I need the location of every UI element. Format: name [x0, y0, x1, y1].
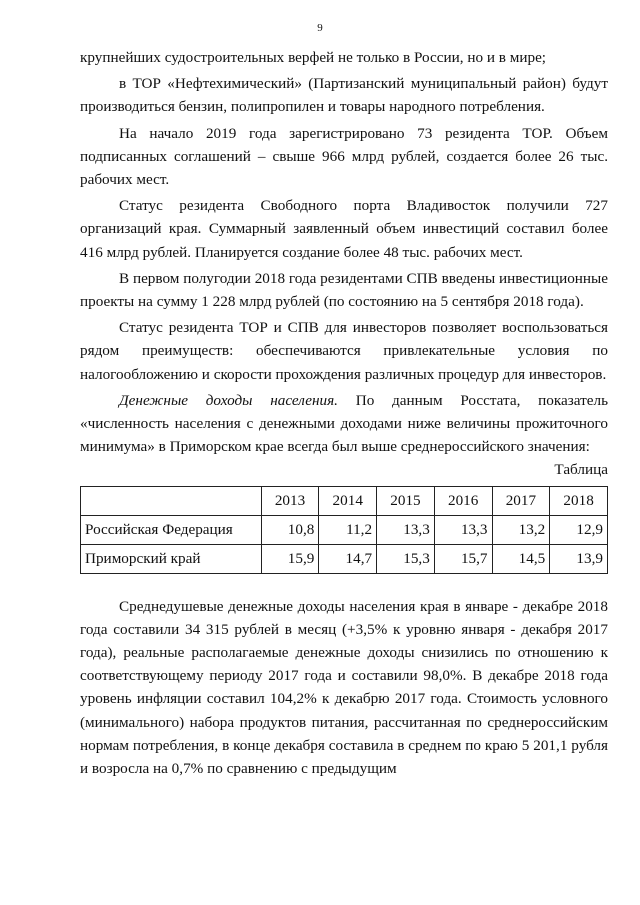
year-header: 2014 [319, 486, 377, 515]
table-row [81, 515, 608, 544]
page-number: 9 [317, 22, 323, 34]
table-cell: 10,8 [261, 515, 319, 544]
year-header: 2015 [377, 486, 435, 515]
table-cell: 14,7 [319, 544, 377, 573]
document-body [80, 46, 608, 780]
table-row [81, 544, 608, 573]
table-caption: Таблица [554, 461, 608, 479]
paragraph-free-port-projects: В первом полугодии 2018 года резидентами СПВ введены инвестиционные проекты на сумму 1 228 млрд рублей (по состоянию на 5 сентября 2018 года). [80, 269, 608, 311]
row-label: Российская Федерация [81, 515, 262, 544]
year-header: 2016 [434, 486, 492, 515]
year-header: 2013 [261, 486, 319, 515]
table-cell: 11,2 [319, 515, 377, 544]
paragraph-income [80, 389, 608, 459]
table-cell: 13,3 [377, 515, 435, 544]
paragraph-resident-advantages: Статус резидента ТОР и СПВ для инвесторов позволяет воспользоваться рядом преимуществ: обеспечиваются привлекательные условия по налогообложению и скорости прохождения различных процедур для инвесторов. [80, 319, 608, 383]
table-cell: 14,5 [492, 544, 550, 573]
table-header-row [81, 486, 608, 515]
table-cell: 15,7 [434, 544, 492, 573]
row-label: Приморский край [81, 544, 262, 573]
table-cell: 13,9 [550, 544, 608, 573]
paragraph-free-port-status: Статус резидента Свободного порта Владивосток получили 727 организаций края. Суммарный заявленный объем инвестиций составил более 416 млрд рублей. Планируется создание более 48 тыс. рабочих мест. [80, 197, 608, 261]
table-cell: 13,2 [492, 515, 550, 544]
table-cell: 13,3 [434, 515, 492, 544]
year-header: 2018 [550, 486, 608, 515]
income-italic-lead: Денежные доходы населения. [119, 391, 338, 409]
paragraph-average-income: Среднедушевые денежные доходы населения края в январе - декабре 2018 года составили 34 315 рублей в месяц (+3,5% к уровню января - декабря 2017 года), реальные располагаемые денежные доходы снизились по отношению к соответствующему периоду 2017 года и составили 98,0%. В декабре 2018 года уровень инфляции составил 104,2% к декабрю 2017 года. Стоимость условного (минимального) набора продуктов питания, рассчитанная по среднероссийским нормам потребления, в конце декабря составила в среднем по краю 5 201,1 рубля и возросла на 0,7% по сравнению с предыдущим [80, 597, 608, 778]
table-corner-cell [81, 486, 262, 515]
paragraph-shipyards: крупнейших судостроительных верфей не только в России, но и в мире; [80, 49, 547, 66]
table-cell: 15,3 [377, 544, 435, 573]
poverty-table [80, 486, 608, 574]
paragraph-tor-residents: На начало 2019 года зарегистрировано 73 резидента ТОР. Объем подписанных соглашений – свыше 966 млрд рублей, создается более 26 тыс. рабочих мест. [80, 124, 608, 189]
income-text: По данным Росстата, показатель «численность населения с денежными доходами ниже величины прожиточного минимума» в Приморском крае всегда был выше среднероссийского значения: [80, 391, 608, 456]
table-cell: 12,9 [550, 515, 608, 544]
year-header: 2017 [492, 486, 550, 515]
paragraph-neftekhimichesky: в ТОР «Нефтехимический» (Партизанский муниципальный район) будут производиться бензин, полипропилен и товары народного потребления. [80, 75, 608, 116]
table-cell: 15,9 [261, 544, 319, 573]
